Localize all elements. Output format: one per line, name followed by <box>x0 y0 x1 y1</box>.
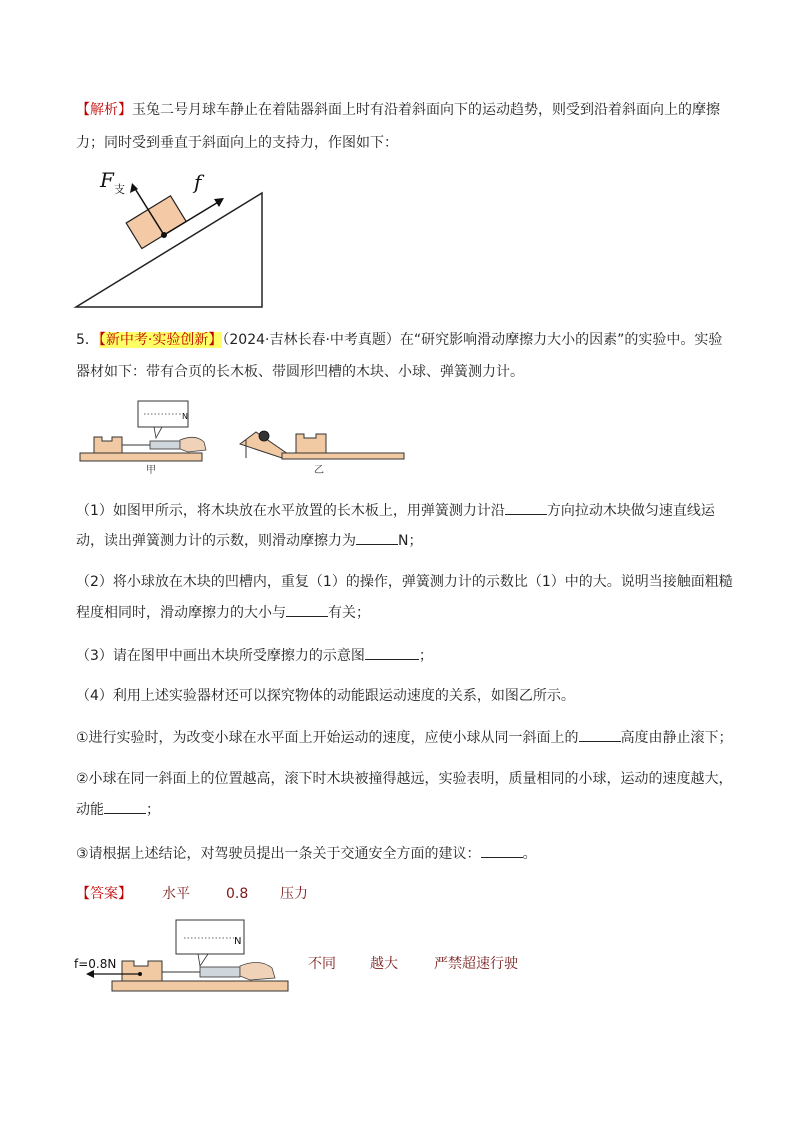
sub-1-text-a: ①进行实验时，为改变小球在水平面上开始运动的速度，应使小球从同一斜面上的 <box>76 730 579 746</box>
blank-5[interactable] <box>579 727 621 742</box>
scale-zoom-pointer <box>154 427 162 438</box>
sub-3-text-a: ③请根据上述结论，对驾驶员提出一条关于交通安全方面的建议： <box>76 846 481 862</box>
part-1-text-c: 动，读出弹簧测力计的示数，则滑动摩擦力为 <box>76 533 356 549</box>
sub-2-line-2 <box>76 799 160 820</box>
answer-tag: 【答案】 <box>76 886 132 902</box>
answer-4: 不同 <box>308 956 336 972</box>
analysis-text-1: 玉兔二号月球车静止在着陆器斜面上时有沿着斜面向下的运动趋势，则受到沿着斜面向上的摩擦 <box>132 102 720 118</box>
answer-6: 严禁超速行驶 <box>434 956 518 972</box>
analysis-line-2 <box>76 133 398 153</box>
question-line-2 <box>76 362 524 382</box>
answer-spring-scale <box>200 967 240 977</box>
part-2-text-b: 程度相同时，滑动摩擦力的大小与 <box>76 605 286 621</box>
grooved-block <box>94 437 122 453</box>
sub-3-line <box>76 843 537 864</box>
friction-force-arrowhead <box>214 198 224 207</box>
spring-scale <box>150 441 180 449</box>
figure-jia-label: 甲 <box>146 465 156 476</box>
incline-force-figure <box>70 165 270 315</box>
long-board <box>80 453 202 461</box>
part-3-line <box>76 645 433 666</box>
answer-scale-zoom-pointer <box>198 954 208 966</box>
answer-line <box>76 884 308 904</box>
friction-label: f <box>194 170 202 194</box>
part-4-text: （4）利用上述实验器材还可以探究物体的动能跟运动速度的关系，如图乙所示。 <box>76 688 575 704</box>
target-block <box>296 434 326 453</box>
figure-jia <box>80 398 220 474</box>
answer-friction-arrowhead <box>86 970 94 978</box>
scale-zoom-unit: N <box>182 412 188 421</box>
answer-hand-icon <box>240 962 275 980</box>
blank-3[interactable] <box>286 602 328 617</box>
part-1-text-b: 方向拉动木块做匀速直线运 <box>546 503 715 519</box>
part-2-text-a: （2）将小球放在木块的凹槽内，重复（1）的操作，弹簧测力计的示数比（1）中的大。说明当接触面粗糙 <box>76 574 733 590</box>
sub-2-line-1 <box>76 769 733 789</box>
answer-3: 压力 <box>280 886 308 902</box>
part-1-line-1 <box>76 500 715 521</box>
sub-1-text-b: 高度由静止滚下； <box>620 730 733 746</box>
part-2-line-2 <box>76 602 370 623</box>
blank-1[interactable] <box>505 500 547 515</box>
blank-2[interactable] <box>356 530 398 545</box>
sub-1-line <box>76 727 733 748</box>
sub-2-text-a: ②小球在同一斜面上的位置越高，滚下时木块被撞得越远，实验表明，质量相同的小球，运动的速度越大， <box>76 771 733 787</box>
answer-long-board <box>112 981 288 991</box>
support-force-subscript: 支 <box>114 183 125 196</box>
answer-scale-zoom-unit: N <box>234 936 242 947</box>
part-3-text-a: （3）请在图甲中画出木块所受摩擦力的示意图 <box>76 648 365 664</box>
answer-grooved-block <box>122 961 162 981</box>
part-1-line-2 <box>76 530 422 551</box>
answer-1: 水平 <box>162 886 190 902</box>
question-line-1 <box>76 330 722 350</box>
blank-6[interactable] <box>104 799 146 814</box>
small-ball <box>259 431 269 441</box>
part-1-unit: N； <box>398 533 423 549</box>
part-3-text-b: ； <box>418 648 433 664</box>
answer-figure <box>72 918 292 1002</box>
answer-5: 越大 <box>370 956 398 972</box>
figure-yi-label: 乙 <box>314 465 324 476</box>
support-force-label: F <box>100 168 114 192</box>
analysis-tag: 【解析】 <box>76 102 132 118</box>
part-2-text-c: 有关； <box>328 605 370 621</box>
hand-icon <box>180 437 206 452</box>
horizontal-board <box>282 453 404 459</box>
sub-2-text-c: ； <box>146 802 160 818</box>
analysis-line-1 <box>76 100 720 120</box>
answer-extra-line <box>308 953 518 973</box>
sub-2-text-b: 动能 <box>76 802 104 818</box>
analysis-text-2: 力；同时受到垂直于斜面向上的支持力，作图如下： <box>76 135 398 151</box>
answer-2: 0.8 <box>226 886 249 902</box>
blank-7[interactable] <box>481 843 523 858</box>
answer-force-label: f=0.8N <box>74 957 117 971</box>
part-1-text-a: （1）如图甲所示，将木块放在水平放置的长木板上，用弹簧测力计沿 <box>76 503 505 519</box>
question-tag: 【新中考·实验创新】 <box>98 332 223 348</box>
question-source: （2024·吉林长春·中考真题）在“研究影响滑动摩擦力大小的因素”的实验中。实验 <box>222 332 723 348</box>
sub-3-text-b: 。 <box>522 846 537 862</box>
question-equipment: 器材如下：带有合页的长木板、带圆形凹槽的木块、小球、弹簧测力计。 <box>76 364 524 380</box>
question-number: 5． <box>76 332 99 348</box>
figure-yi <box>238 398 408 474</box>
blank-4[interactable] <box>365 645 419 660</box>
part-4-line <box>76 686 575 706</box>
part-2-line-1 <box>76 572 733 592</box>
